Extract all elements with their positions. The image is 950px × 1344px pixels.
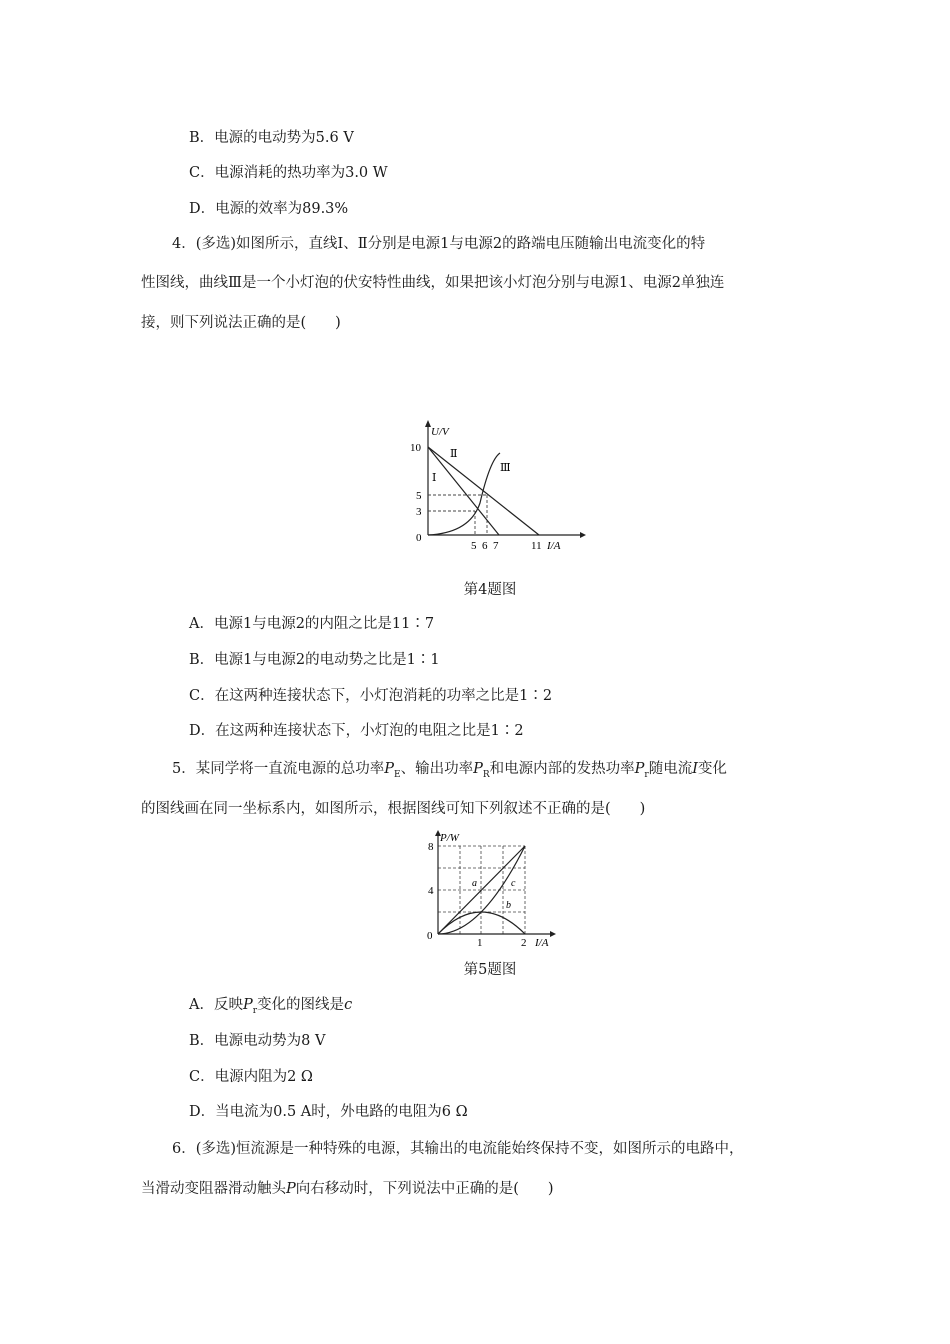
- q4-xtick-11: 11: [531, 540, 542, 552]
- q4-label-line1: Ⅰ: [432, 472, 437, 484]
- q5-option-b: B．电源电动势为8 V: [189, 1033, 326, 1049]
- q5-stem-end: 变化: [697, 761, 727, 777]
- q5-stem-mid3: 随电流: [648, 761, 693, 777]
- q5-label-a: a: [472, 878, 477, 889]
- q4-option-c: C．在这两种连接状态下，小灯泡消耗的功率之比是1∶2: [189, 688, 553, 704]
- q6-stem-post: 向右移动时，下列说法中正确的是( ): [295, 1181, 554, 1197]
- q6-stem-pre: 当滑动变阻器滑动触头: [141, 1181, 286, 1197]
- q5-pr-heat-sub: r: [644, 769, 649, 780]
- q4-option-d: D．在这两种连接状态下，小灯泡的电阻之比是1∶2: [189, 723, 524, 739]
- q5-xtick-1: 1: [477, 937, 483, 949]
- q5-pe-sub: E: [394, 769, 401, 780]
- q3-option-c: C．电源消耗的热功率为3.0 W: [189, 165, 388, 181]
- q5-caption: 第5题图: [463, 962, 517, 978]
- q4-ytick-3: 3: [416, 506, 422, 518]
- q5-ytick-4: 4: [428, 885, 434, 897]
- q3-option-b: B．电源的电动势为5.6 V: [189, 130, 354, 146]
- q4-label-line2: Ⅱ: [450, 448, 458, 460]
- q5-stem-mid2: 和电源内部的发热功率: [489, 761, 635, 777]
- q5-x-arrow: [550, 931, 556, 937]
- q3-option-d: D．电源的效率为89.3%: [189, 201, 349, 217]
- q5-stem-pre: 5．某同学将一直流电源的总功率: [172, 761, 385, 777]
- q5-current: I: [692, 761, 698, 777]
- q4-ytick-5: 5: [416, 490, 422, 502]
- q5-optA-p: P: [242, 997, 253, 1013]
- q6-stem-line2: [141, 1179, 821, 1199]
- q4-x-label: I/A: [547, 540, 561, 552]
- q4-stem-line2: 性图线，曲线Ⅲ是一个小灯泡的伏安特性曲线，如果把该小灯泡分别与电源1、电源2单独连: [141, 275, 725, 291]
- q4-stem-line3: 接，则下列说法正确的是( ): [141, 315, 341, 331]
- q5-curve-b: [438, 912, 525, 934]
- q4-xtick-6: 6: [482, 540, 488, 552]
- q5-y-label: P/W: [440, 832, 459, 844]
- q5-stem-mid1: 、输出功率: [400, 761, 474, 777]
- q4-graph: [400, 415, 590, 560]
- q4-label-curve3: Ⅲ: [500, 462, 511, 474]
- q5-optA-mid: 变化的图线是: [257, 997, 345, 1013]
- q4-ytick-10: 10: [410, 442, 421, 454]
- q5-pr-heat: P: [634, 761, 645, 777]
- q5-optA-pre: A．反映: [189, 997, 243, 1013]
- q5-option-a: [189, 995, 352, 1021]
- q5-option-d: D．当电流为0.5 A时，外电路的电阻为6 Ω: [189, 1104, 468, 1120]
- q5-option-c: C．电源内阻为2 Ω: [189, 1069, 313, 1085]
- q5-graph: [418, 828, 563, 950]
- q4-origin: 0: [416, 532, 422, 544]
- q5-label-b: b: [506, 900, 511, 911]
- q4-x-arrow: [580, 532, 586, 538]
- q4-option-b: B．电源1与电源2的电动势之比是1∶1: [189, 652, 440, 668]
- q5-label-c: c: [511, 878, 516, 889]
- q5-xtick-2: 2: [521, 937, 527, 949]
- q5-pr-sub: R: [482, 769, 490, 780]
- q5-origin: 0: [427, 930, 433, 942]
- q5-pe: P: [384, 761, 394, 777]
- q5-x-label: I/A: [535, 937, 549, 949]
- q5-pr: P: [473, 761, 483, 777]
- q4-option-a: A．电源1与电源2的内阻之比是11∶7: [189, 616, 435, 632]
- q4-xtick-7: 7: [493, 540, 499, 552]
- q5-stem-line1: [172, 759, 727, 785]
- q6-p: P: [286, 1181, 296, 1197]
- q4-xtick-5: 5: [471, 540, 477, 552]
- q4-line-1: [428, 447, 499, 535]
- q5-optA-c: c: [344, 997, 353, 1013]
- q4-caption: 第4题图: [463, 582, 517, 598]
- q4-stem-line1: 4．(多选)如图所示，直线Ⅰ、Ⅱ分别是电源1与电源2的路端电压随输出电流变化的特: [172, 236, 706, 252]
- q4-y-label: U/V: [431, 426, 449, 438]
- q5-stem-line2: 的图线画在同一坐标系内，如图所示，根据图线可知下列叙述不正确的是( ): [141, 801, 646, 817]
- q5-line-a: [438, 846, 525, 934]
- q5-ytick-8: 8: [428, 841, 434, 853]
- q5-optA-sub: r: [252, 1005, 258, 1016]
- q6-stem-line1: 6．(多选)恒流源是一种特殊的电源，其输出的电流能始终保持不变，如图所示的电路中，: [172, 1141, 744, 1157]
